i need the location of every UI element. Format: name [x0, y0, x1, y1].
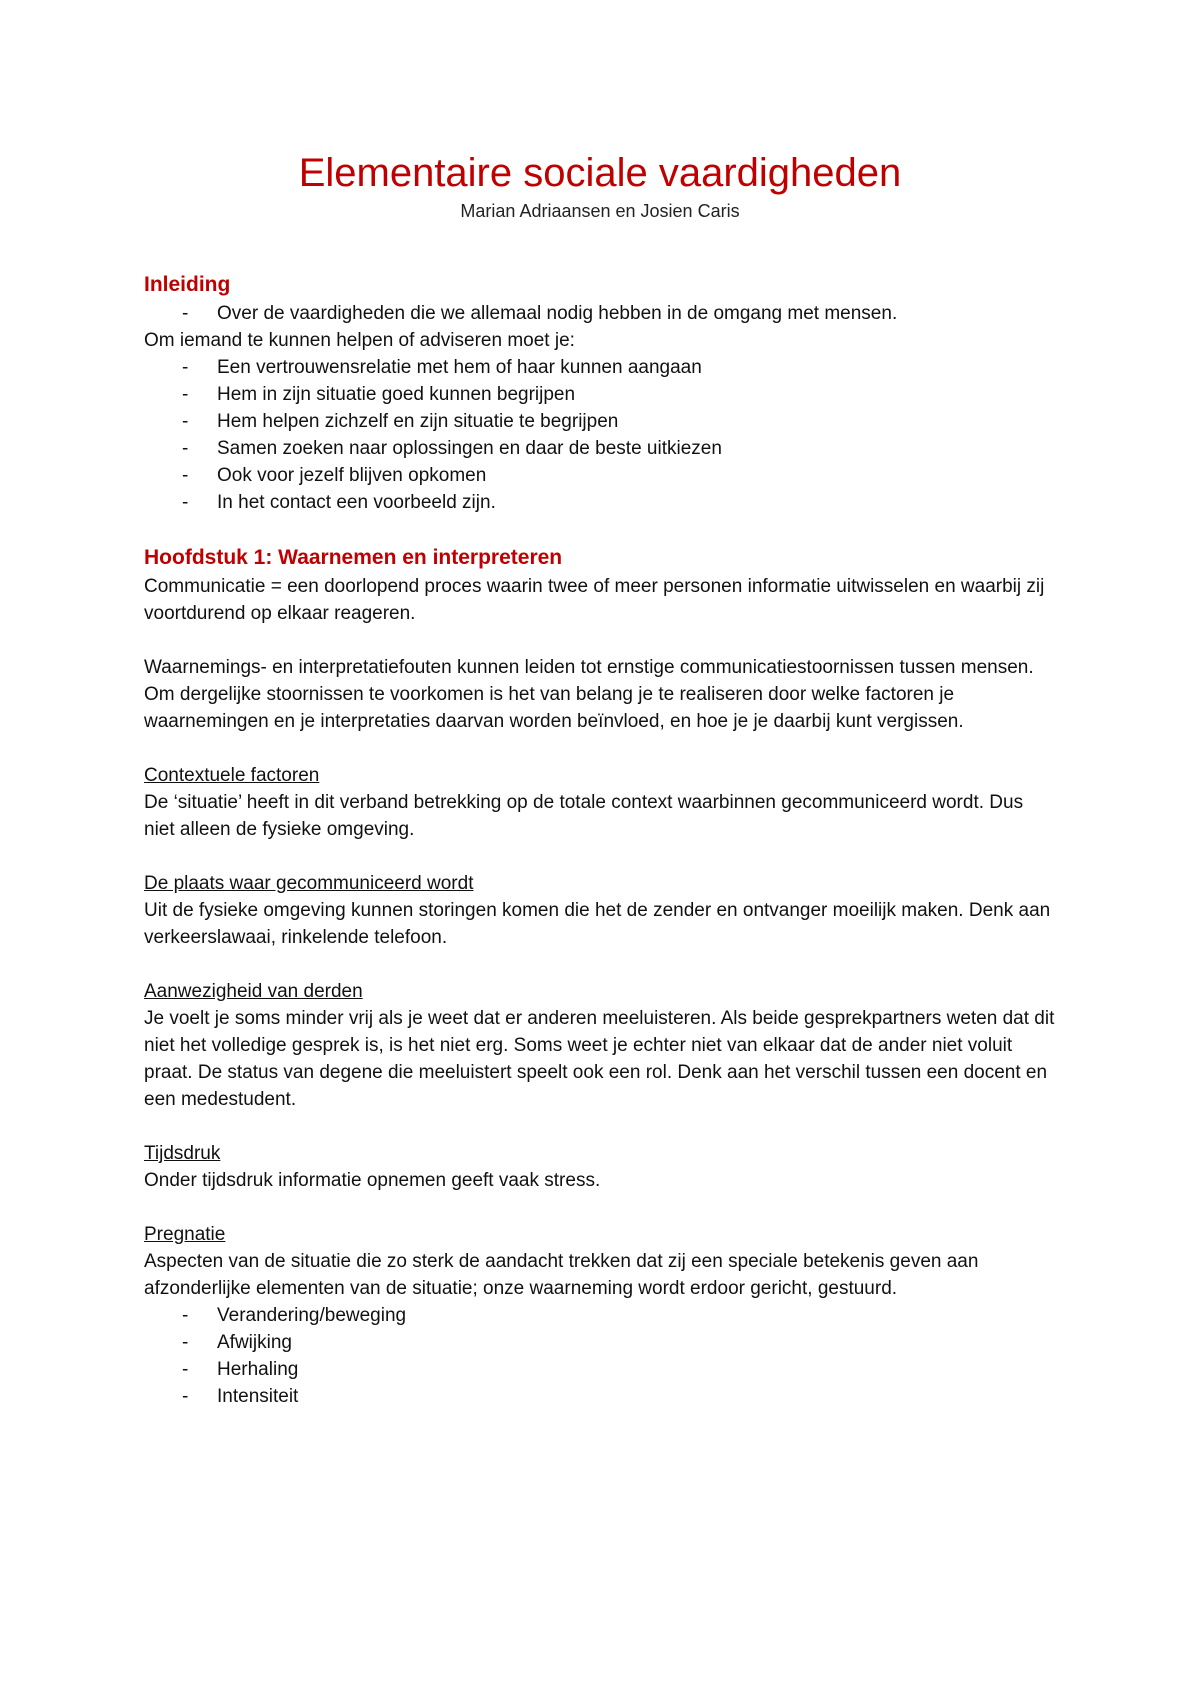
dash-bullet: -	[182, 492, 189, 513]
list-item-text: Samen zoeken naar oplossingen en daar de beste uitkiezen	[217, 438, 722, 459]
dash-bullet: -	[182, 465, 189, 486]
list-item	[144, 1329, 1056, 1356]
subheading-aanwezigheid-derden: Aanwezigheid van derden	[144, 981, 363, 1002]
intro-bullet-list-2	[144, 354, 1056, 516]
spacer	[144, 1113, 1056, 1140]
spacer	[144, 627, 1056, 654]
list-item-text: Een vertrouwensrelatie met hem of haar kunnen aangaan	[217, 357, 702, 378]
list-item-text: In het contact een voorbeeld zijn.	[217, 492, 496, 513]
heading-chapter-1: Hoofdstuk 1: Waarnemen en interpreteren	[144, 546, 563, 569]
list-item-text: Afwijking	[217, 1332, 292, 1353]
paragraph-plaats: Uit de fysieke omgeving kunnen storingen komen die het de zender en ontvanger moeilijk maken. Denk aan verkeerslawaai, rinkelende telefoon.	[144, 900, 1051, 948]
dash-bullet: -	[182, 384, 189, 405]
list-item-text: Hem in zijn situatie goed kunnen begrijpen	[217, 384, 576, 405]
list-item	[144, 300, 1056, 327]
intro-bullet-list-1	[144, 300, 1056, 327]
paragraph-contextuele-factoren: De ‘situatie’ heeft in dit verband betrekking op de totale context waarbinnen gecommuniceerd wordt. Dus niet alleen de fysieke omgeving.	[144, 792, 1024, 840]
document-authors: Marian Adriaansen en Josien Caris	[460, 201, 740, 221]
paragraph-communicatie-definition: Communicatie = een doorlopend proces waarin twee of meer personen informatie uitwisselen en waarbij zij voortdurend op elkaar reageren.	[144, 576, 1045, 624]
paragraph-tijdsdruk: Onder tijdsdruk informatie opnemen geeft vaak stress.	[144, 1170, 601, 1191]
subheading-plaats: De plaats waar gecommuniceerd wordt	[144, 873, 474, 894]
subheading-tijdsdruk: Tijdsdruk	[144, 1143, 221, 1164]
document-body	[144, 148, 1056, 1410]
list-item	[144, 354, 1056, 381]
list-item-text: Ook voor jezelf blijven opkomen	[217, 465, 487, 486]
list-item	[144, 1356, 1056, 1383]
paragraph-stoornissen: Om dergelijke stoornissen te voorkomen is het van belang je te realiseren door welke factoren je waarnemingen en je interpretaties daarvan worden beïnvloed, en hoe je je daarbij kunt vergissen.	[144, 684, 964, 732]
dash-bullet: -	[182, 1386, 189, 1407]
dash-bullet: -	[182, 1359, 189, 1380]
subheading-pregnatie: Pregnatie	[144, 1224, 226, 1245]
spacer	[144, 951, 1056, 978]
spacer	[144, 1194, 1056, 1221]
spacer	[144, 516, 1056, 543]
paragraph-aanwezigheid-derden: Je voelt je soms minder vrij als je weet dat er anderen meeluisteren. Als beide gesprekpartners weten dat dit niet het volledige gesprek is, is het niet erg. Soms weet je echter niet van elkaar dat de ander niet voluit praat. De status van degene die meeluistert speelt ook een rol. Denk aan het verschil tussen een docent en een medestudent.	[144, 1008, 1055, 1110]
list-item-text: Herhaling	[217, 1359, 299, 1380]
list-item-text: Intensiteit	[217, 1386, 299, 1407]
heading-inleiding: Inleiding	[144, 273, 231, 296]
list-item	[144, 381, 1056, 408]
list-item-text: Hem helpen zichzelf en zijn situatie te begrijpen	[217, 411, 619, 432]
intro-lead: Om iemand te kunnen helpen of adviseren moet je:	[144, 330, 575, 351]
list-item-text: Verandering/beweging	[217, 1305, 407, 1326]
list-item	[144, 1302, 1056, 1329]
paragraph-pregnatie: Aspecten van de situatie die zo sterk de aandacht trekken dat zij een speciale betekenis geven aan afzonderlijke elementen van de situatie; onze waarneming wordt erdoor gericht, gestuurd.	[144, 1251, 979, 1299]
pregnatie-bullet-list	[144, 1302, 1056, 1410]
list-item	[144, 408, 1056, 435]
paragraph-waarnemingsfouten: Waarnemings- en interpretatiefouten kunnen leiden tot ernstige communicatiestoornissen tussen mensen.	[144, 657, 1034, 678]
document-title: Elementaire sociale vaardigheden	[298, 151, 902, 195]
dash-bullet: -	[182, 1332, 189, 1353]
list-item-text: Over de vaardigheden die we allemaal nodig hebben in de omgang met mensen.	[217, 303, 898, 324]
dash-bullet: -	[182, 438, 189, 459]
subheading-contextuele-factoren: Contextuele factoren	[144, 765, 320, 786]
spacer	[144, 735, 1056, 762]
dash-bullet: -	[182, 411, 189, 432]
spacer	[144, 843, 1056, 870]
dash-bullet: -	[182, 303, 189, 324]
list-item	[144, 489, 1056, 516]
list-item	[144, 435, 1056, 462]
dash-bullet: -	[182, 1305, 189, 1326]
dash-bullet: -	[182, 357, 189, 378]
list-item	[144, 462, 1056, 489]
list-item	[144, 1383, 1056, 1410]
